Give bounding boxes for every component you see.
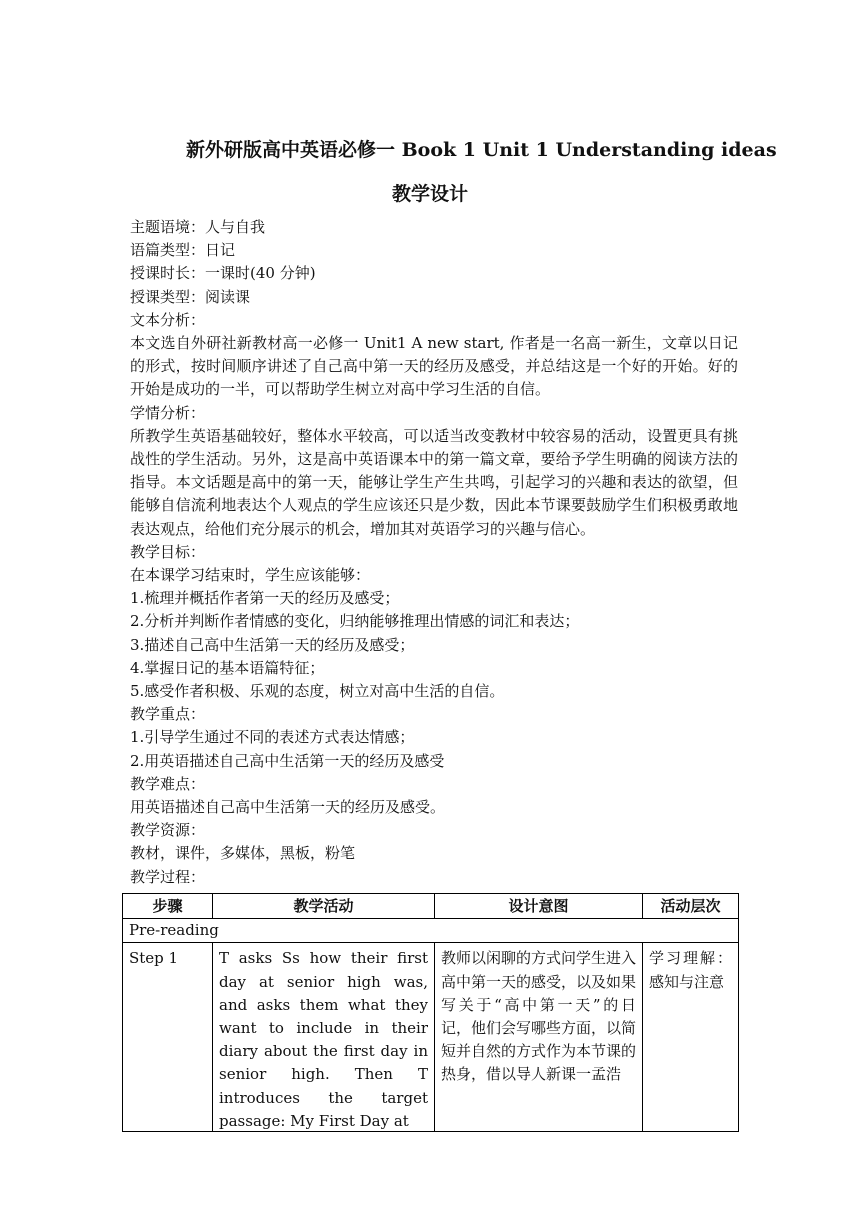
- document-subtitle: 教学设计: [391, 183, 468, 205]
- document-body: [130, 216, 738, 889]
- section-heading: 教学重点：: [130, 705, 206, 724]
- intent-text: 教师以闲聊的方式问学生进入高中第一天的感受，以及如果写关于“高中第一天”的日记，他们会写哪些方面，以简短并自然的方式作为本节课的热身，借以导人新课一孟浩: [441, 949, 636, 1084]
- section-heading: 教学难点：: [130, 774, 206, 793]
- objective-item: 2.分析并判断作者情感的变化，归纳能够推理出情感的词汇和表达；: [130, 612, 580, 631]
- column-header-activity: 教学活动: [213, 894, 435, 919]
- text-analysis-body: 本文选自外研社新教材高一必修一 Unit1 A new start, 作者是一名高一新生，文章以日记的形式，按时间顺序讲述了自己高中第一天的经历及感受，并总结这是一个好的开始。好的开始是成功的一半，可以帮助学生树立对高中学习生活的自信。: [130, 334, 738, 399]
- meta-duration: 授课时长：一课时(40 分钟): [130, 264, 316, 283]
- section-heading: 教学过程：: [130, 867, 206, 886]
- intent-cell: [435, 943, 643, 1132]
- level-text: 学习理解：感知与注意: [649, 949, 732, 991]
- section-heading: 学情分析：: [130, 403, 206, 422]
- table-header-row: [123, 894, 739, 919]
- objective-item: 5.感受作者积极、乐观的态度，树立对高中生活的自信。: [130, 682, 505, 701]
- activity-text: T asks Ss how their first day at senior high was, and asks them what they want to include in their diary about the first day in senior high. Then T introduces the target passage: My First Day at: [219, 949, 428, 1130]
- meta-theme: 主题语境：人与自我: [130, 218, 266, 236]
- objectives-intro: 在本课学习结束时，学生应该能够：: [130, 566, 371, 585]
- section-heading: 教学资源：: [130, 821, 206, 840]
- table-row: [123, 943, 739, 1132]
- section-heading: 教学目标：: [130, 542, 206, 561]
- objective-item: 1.梳理并概括作者第一天的经历及感受；: [130, 589, 400, 608]
- column-header-level: 活动层次: [643, 894, 739, 919]
- meta-lesson-type: 授课类型：阅读课: [130, 287, 251, 306]
- stage-row: [123, 919, 739, 943]
- section-heading: 文本分析：: [130, 310, 206, 329]
- process-table: [122, 893, 739, 1132]
- objective-item: 3.描述自己高中生活第一天的经历及感受；: [130, 635, 415, 654]
- meta-genre: 语篇类型：日记: [130, 241, 236, 260]
- resources-body: 教材，课件，多媒体，黑板，粉笔: [130, 844, 356, 863]
- objective-item: 4.掌握日记的基本语篇特征；: [130, 658, 325, 677]
- activity-cell: [213, 943, 435, 1132]
- stage-label: Pre-reading: [123, 919, 739, 943]
- document-title: 新外研版高中英语必修一 Book 1 Unit 1 Understanding ideas: [186, 139, 777, 161]
- difficulties-body: 用英语描述自己高中生活第一天的经历及感受。: [130, 798, 446, 817]
- level-cell: [643, 943, 739, 1132]
- column-header-intent: 设计意图: [435, 894, 643, 919]
- step-cell: Step 1: [123, 943, 213, 1132]
- key-point-item: 1.引导学生通过不同的表述方式表达情感；: [130, 728, 415, 747]
- column-header-step: 步骤: [123, 894, 213, 919]
- student-analysis-body: 所教学生英语基础较好，整体水平较高，可以适当改变教材中较容易的活动，设置更具有挑战性的学生活动。另外，这是高中英语课本中的第一篇文章，要给予学生明确的阅读方法的指导。本文话题是高中的第一天，能够让学生产生共鸣，引起学习的兴趣和表达的欲望，但能够自信流利地表达个人观点的学生应该还只是少数，因此本节课要鼓励学生们积极勇敢地表达观点，给他们充分展示的机会，增加其对英语学习的兴趣与信心。: [130, 426, 738, 538]
- key-point-item: 2.用英语描述自己高中生活第一天的经历及感受: [130, 751, 445, 770]
